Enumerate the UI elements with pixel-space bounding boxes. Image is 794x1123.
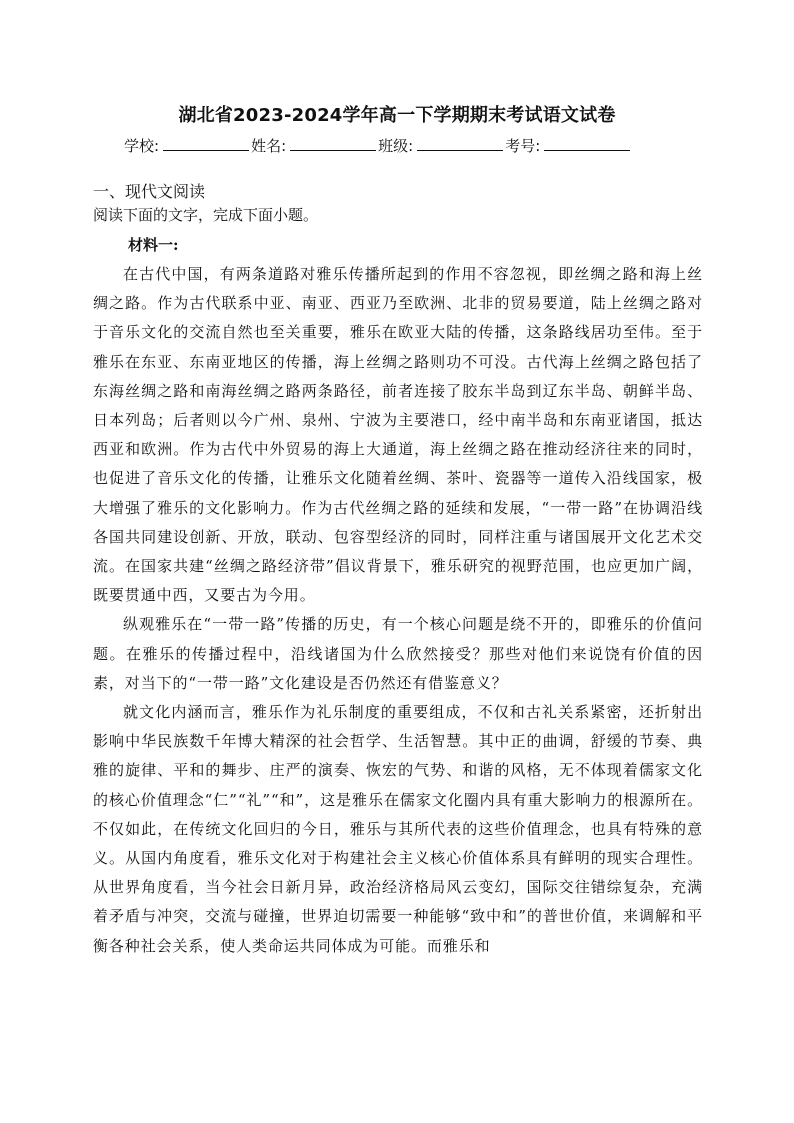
class-blank: [417, 134, 503, 151]
passage-paragraph: 就文化内涵而言，雅乐作为礼乐制度的重要组成，不仅和古礼关系紧密，还折射出影响中华民族数千年博大精深的社会哲学、生活智慧。其中正的曲调，舒缓的节奏、典雅的旋律、平和的舞步、庄严的演奏、恢宏的气势、和谐的风格，无不体现着儒家文化的核心价值理念“仁”“礼”“和”，这是雅乐在儒家文化圈内具有重大影响力的根源所在。不仅如此，在传统文化回归的今日，雅乐与其所代表的这些价值理念，也具有特殊的意义。从国内角度看，雅乐文化对于构建社会主义核心价值体系具有鲜明的现实合理性。从世界角度看，当今社会日新月异，政治经济格局风云变幻，国际交往错综复杂，充满着矛盾与冲突，交流与碰撞，世界迫切需要一种能够“致中和”的普世价值，来调解和平衡各种社会关系，使人类命运共同体成为可能。而雅乐和: [93, 703, 703, 955]
name-label: 姓名:: [251, 137, 287, 155]
class-label: 班级:: [378, 137, 414, 155]
reading-instruction: 阅读下面的文字，完成下面小题。: [93, 206, 319, 224]
passage-paragraph: 在古代中国，有两条道路对雅乐传播所起到的作用不容忽视，即丝绸之路和海上丝绸之路。作为古代联系中亚、南亚、西亚乃至欧洲、北非的贸易要道，陆上丝绸之路对于音乐文化的交流自然也至关重要，雅乐在欧亚大陆的传播，这条路线居功至伟。至于雅乐在东亚、东南亚地区的传播，海上丝绸之路则功不可没。古代海上丝绸之路包括了东海丝绸之路和南海丝绸之路两条路径，前者连接了胶东半岛到辽东半岛、朝鲜半岛、日本列岛；后者则以今广州、泉州、宁波为主要港口，经中南半岛和东南亚诸国，抵达西亚和欧洲。作为古代中外贸易的海上大通道，海上丝绸之路在推动经济往来的同时，也促进了音乐文化的传播，让雅乐文化随着丝绸、茶叶、瓷器等一道传入沿线国家，极大增强了雅乐的文化影响力。作为古代丝绸之路的延续和发展，“一带一路”在协调沿线各国共同建设创新、开放，联动、包容型经济的同时，同样注重与诸国展开文化艺术交流。在国家共建“丝绸之路经济带”倡议背景下，雅乐研究的视野范围，也应更加广阔，既要贯通中西，又要古为今用。: [93, 265, 703, 605]
school-field: [124, 134, 251, 157]
name-field: [251, 134, 378, 157]
school-label: 学校:: [124, 137, 160, 155]
section-heading: 一、现代文阅读: [93, 182, 206, 201]
material-label: 材料一:: [128, 236, 179, 254]
class-field: [378, 134, 505, 157]
school-blank: [163, 134, 249, 151]
student-info-row: [124, 134, 632, 157]
exam-title: 湖北省2023-2024学年高一下学期期末考试语文试卷: [178, 105, 616, 126]
exam-number-field: [505, 134, 632, 157]
passage-paragraph: 纵观雅乐在“一带一路”传播的历史，有一个核心问题是绕不开的，即雅乐的价值问题。在雅乐的传播过程中，沿线诸国为什么欣然接受？那些对他们来说饶有价值的因素，对当下的“一带一路”文化建设是否仍然还有借鉴意义？: [93, 615, 703, 692]
exam-number-label: 考号:: [505, 137, 541, 155]
exam-number-blank: [544, 134, 630, 151]
name-blank: [290, 134, 376, 151]
passage-body: [93, 260, 703, 961]
